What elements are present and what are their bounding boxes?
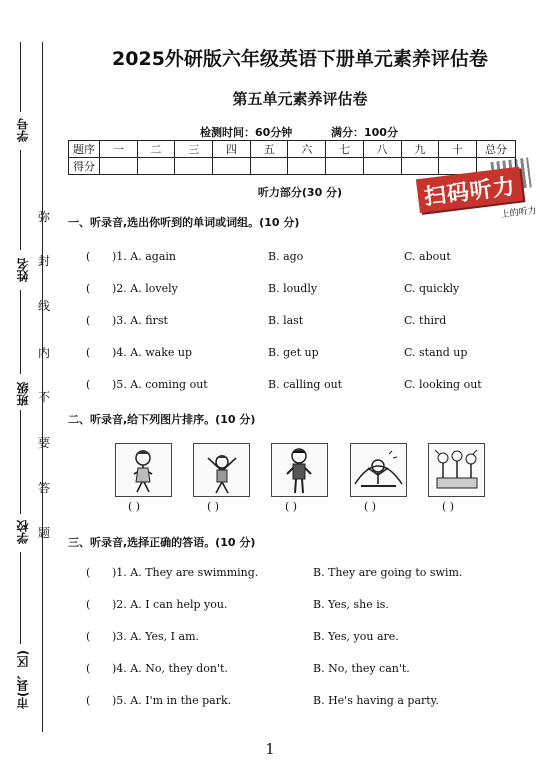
- answer-paren[interactable]: (: [86, 662, 91, 675]
- answer-paren[interactable]: (: [86, 694, 91, 707]
- s1-q2-option-c: C. quickly: [404, 282, 460, 295]
- field-class: 班级: [16, 382, 30, 406]
- score-cell: 五: [250, 141, 288, 158]
- s3-q4-option-b: B. No, they can't.: [313, 662, 410, 675]
- seal-char: 题: [38, 526, 51, 540]
- picture-order-blank[interactable]: ( ): [207, 500, 220, 513]
- score-cell: 十: [439, 141, 477, 158]
- field-line-2: [20, 150, 21, 250]
- seal-char: 封: [38, 254, 51, 268]
- s3-q5-option-b: B. He's having a party.: [313, 694, 439, 707]
- s3-q1-option-a: )1. A. They are swimming.: [112, 566, 259, 579]
- score-input-cell[interactable]: [363, 158, 401, 175]
- score-table-header-row: [69, 141, 516, 158]
- s1-q2-option-a: )2. A. lovely: [112, 282, 178, 295]
- s1-q4-option-c: C. stand up: [404, 346, 468, 359]
- score-input-cell[interactable]: [137, 158, 175, 175]
- score-cell: 一: [100, 141, 138, 158]
- score-cell: 题序: [69, 141, 100, 158]
- score-input-cell[interactable]: [100, 158, 138, 175]
- s3-q3-option-b: B. Yes, you are.: [313, 630, 399, 643]
- picture-child-waking: [350, 443, 407, 497]
- section-1-title: 一、听录音,选出你听到的单词或词组。(10 分): [68, 216, 300, 229]
- field-line-5: [20, 552, 21, 644]
- s1-q3-option-a: )3. A. first: [112, 314, 168, 327]
- field-line-4: [20, 410, 21, 514]
- score-input-cell[interactable]: [288, 158, 326, 175]
- s1-q4-option-b: B. get up: [268, 346, 319, 359]
- picture-boy-standing: [271, 443, 328, 497]
- page-subtitle: 第五单元素养评估卷: [232, 90, 368, 108]
- picture-girl-standing: [115, 443, 172, 497]
- picture-order-blank[interactable]: ( ): [128, 500, 141, 513]
- stamp-small-text: 上的听力: [500, 205, 538, 221]
- field-city: 市(县、区): [16, 650, 30, 709]
- s1-q2-option-b: B. loudly: [268, 282, 318, 295]
- answer-paren[interactable]: (: [86, 598, 91, 611]
- s3-q1-option-b: B. They are going to swim.: [313, 566, 463, 579]
- seal-char: 内: [38, 346, 51, 360]
- section-2-title: 二、听录音,给下列图片排序。(10 分): [68, 413, 256, 426]
- score-input-cell[interactable]: [250, 158, 288, 175]
- section-3-title: 三、听录音,选择正确的答语。(10 分): [68, 536, 256, 549]
- field-line-1: [20, 42, 21, 112]
- field-school: 学校: [16, 520, 30, 544]
- s3-q2-option-b: B. Yes, she is.: [313, 598, 389, 611]
- stamp-text: 扫码听力: [422, 174, 518, 211]
- s1-q1-option-b: B. ago: [268, 250, 304, 263]
- s3-q3-option-a: )3. A. Yes, I am.: [112, 630, 200, 643]
- score-cell: 总分: [477, 141, 516, 158]
- page-number: 1: [265, 740, 275, 758]
- seal-char: 答: [38, 481, 51, 495]
- picture-order-blank[interactable]: ( ): [364, 500, 377, 513]
- answer-paren[interactable]: (: [86, 314, 91, 327]
- seal-char: 线: [38, 299, 51, 313]
- s1-q5-option-c: C. looking out: [404, 378, 482, 391]
- answer-paren[interactable]: (: [86, 630, 91, 643]
- seal-char: 不: [38, 390, 51, 404]
- picture-girl-stretching: [193, 443, 250, 497]
- s3-q5-option-a: )5. A. I'm in the park.: [112, 694, 232, 707]
- field-line-3: [20, 290, 21, 374]
- picture-order-blank[interactable]: ( ): [285, 500, 298, 513]
- seal-char: 弥: [38, 210, 51, 224]
- score-cell: 四: [213, 141, 251, 158]
- field-name: 姓名: [16, 258, 30, 282]
- score-input-cell[interactable]: [326, 158, 364, 175]
- picture-family-party: [428, 443, 485, 497]
- s1-q3-option-b: B. last: [268, 314, 304, 327]
- score-cell: 九: [401, 141, 439, 158]
- seal-char: 要: [38, 436, 51, 450]
- s1-q1-option-c: C. about: [404, 250, 451, 263]
- score-cell: 七: [326, 141, 364, 158]
- field-student-number: 学号: [16, 118, 30, 142]
- s3-q4-option-a: )4. A. No, they don't.: [112, 662, 228, 675]
- binding-line-outer: [42, 42, 43, 732]
- s1-q5-option-b: B. calling out: [268, 378, 343, 391]
- s3-q2-option-a: )2. A. I can help you.: [112, 598, 228, 611]
- s1-q1-option-a: )1. A. again: [112, 250, 176, 263]
- score-row-label: 得分: [69, 158, 100, 175]
- s1-q3-option-c: C. third: [404, 314, 447, 327]
- score-cell: 八: [363, 141, 401, 158]
- answer-paren[interactable]: (: [86, 282, 91, 295]
- exam-time: 检测时间：60分钟: [200, 126, 293, 139]
- score-cell: 二: [137, 141, 175, 158]
- s1-q5-option-a: )5. A. coming out: [112, 378, 208, 391]
- score-cell: 六: [288, 141, 326, 158]
- score-cell: 三: [175, 141, 213, 158]
- page-title: 2025外研版六年级英语下册单元素养评估卷: [112, 48, 488, 70]
- listening-part-header: 听力部分(30 分): [257, 186, 343, 199]
- full-score: 满分：100分: [331, 126, 398, 139]
- answer-paren[interactable]: (: [86, 378, 91, 391]
- answer-paren[interactable]: (: [86, 566, 91, 579]
- answer-paren[interactable]: (: [86, 346, 91, 359]
- s1-q4-option-a: )4. A. wake up: [112, 346, 192, 359]
- score-input-cell[interactable]: [213, 158, 251, 175]
- picture-order-blank[interactable]: ( ): [442, 500, 455, 513]
- answer-paren[interactable]: (: [86, 250, 91, 263]
- score-input-cell[interactable]: [175, 158, 213, 175]
